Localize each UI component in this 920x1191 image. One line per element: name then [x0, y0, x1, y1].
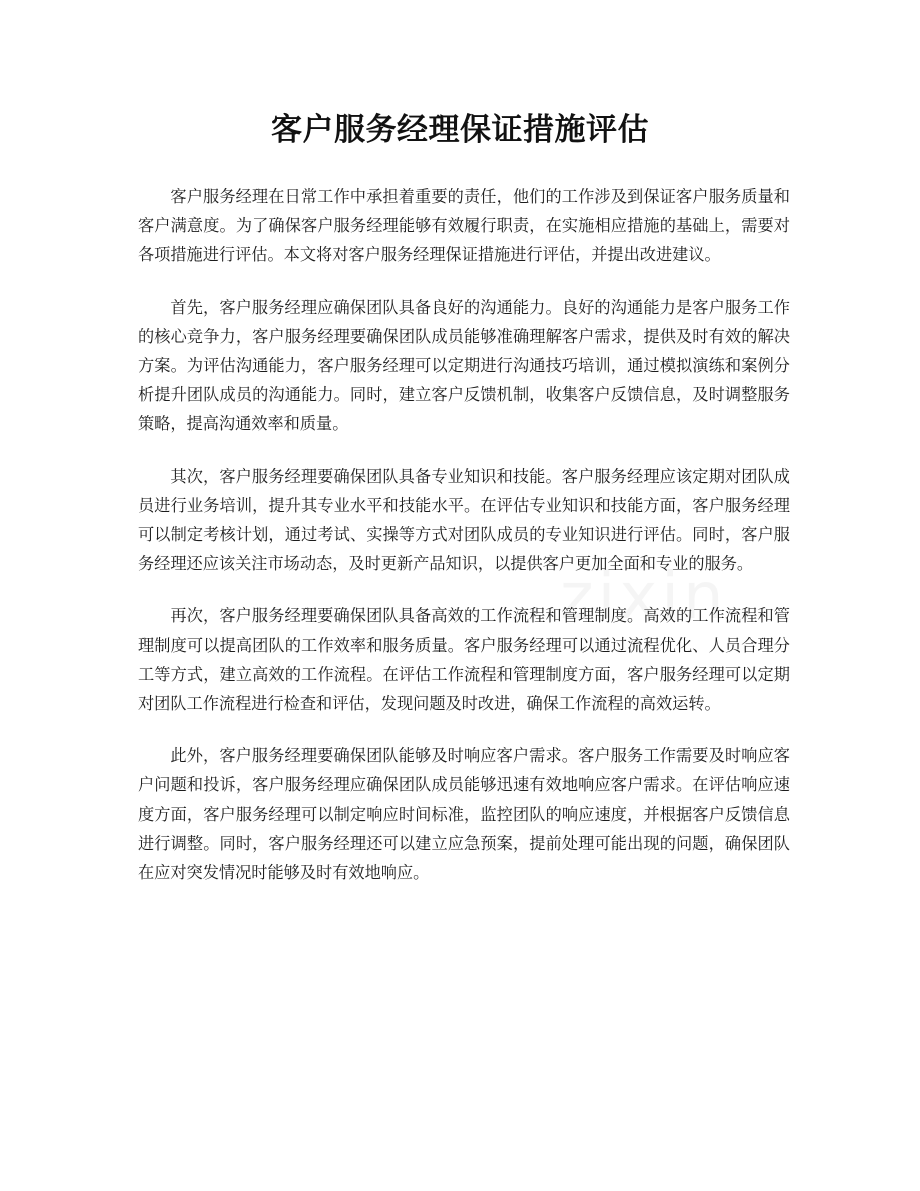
document-body — [138, 182, 790, 887]
paragraph-5: 此外，客户服务经理要确保团队能够及时响应客户需求。客户服务工作需要及时响应客户问题和投诉，客户服务经理应确保团队成员能够迅速有效地响应客户需求。在评估响应速度方面，客户服务经理可以制定响应时间标准，监控团队的响应速度，并根据客户反馈信息进行调整。同时，客户服务经理还可以建立应急预案，提前处理可能出现的问题，确保团队在应对突发情况时能够及时有效地响应。 — [138, 746, 790, 883]
paragraph-2: 首先，客户服务经理应确保团队具备良好的沟通能力。良好的沟通能力是客户服务工作的核心竞争力，客户服务经理要确保团队成员能够准确理解客户需求，提供及时有效的解决方案。为评估沟通能力，客户服务经理可以定期进行沟通技巧培训，通过模拟演练和案例分析提升团队成员的沟通能力。同时，建立客户反馈机制，收集客户反馈信息，及时调整服务策略，提高沟通效率和质量。 — [138, 297, 790, 434]
paragraph-3: 其次，客户服务经理要确保团队具备专业知识和技能。客户服务经理应该定期对团队成员进行业务培训，提升其专业水平和技能水平。在评估专业知识和技能方面，客户服务经理可以制定考核计划，通过考试、实操等方式对团队成员的专业知识进行评估。同时，客户服务经理还应该关注市场动态，及时更新产品知识，以提供客户更加全面和专业的服务。 — [138, 466, 790, 574]
paragraph-1: 客户服务经理在日常工作中承担着重要的责任，他们的工作涉及到保证客户服务质量和客户满意度。为了确保客户服务经理能够有效履行职责，在实施相应措施的基础上，需要对各项措施进行评估。本文将对客户服务经理保证措施进行评估，并提出改进建议。 — [138, 187, 790, 265]
document-title: 客户服务经理保证措施评估 — [271, 112, 649, 148]
paragraph-4: 再次，客户服务经理要确保团队具备高效的工作流程和管理制度。高效的工作流程和管理制度可以提高团队的工作效率和服务质量。客户服务经理可以通过流程优化、人员合理分工等方式，建立高效的工作流程。在评估工作流程和管理制度方面，客户服务经理可以定期对团队工作流程进行检查和评估，发现问题及时改进，确保工作流程的高效运转。 — [138, 606, 790, 714]
